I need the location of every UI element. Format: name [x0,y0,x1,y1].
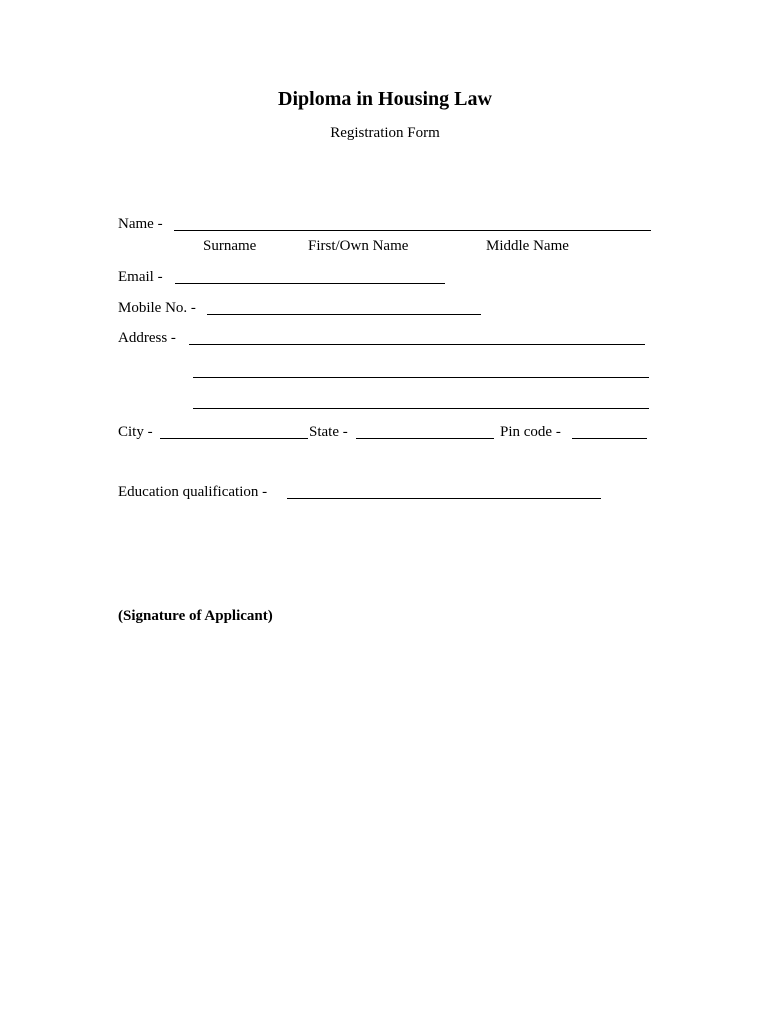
education-label: Education qualification - [118,484,268,500]
city-state-pin-row [118,424,658,444]
address-field-line-1[interactable] [189,344,645,345]
state-label: State - [309,424,348,440]
email-row [118,269,458,289]
name-label: Name - [118,216,163,232]
address-field-line-3[interactable] [193,408,649,409]
name-field[interactable] [174,230,651,231]
surname-sublabel: Surname [203,238,257,254]
document-title: Diploma in Housing Law [278,88,492,110]
mobile-row [118,300,488,320]
city-field[interactable] [160,438,308,439]
name-row [118,216,658,236]
education-field[interactable] [287,498,601,499]
state-field[interactable] [356,438,494,439]
city-label: City - [118,424,153,440]
address-row [118,330,658,350]
pincode-label: Pin code - [500,424,561,440]
email-label: Email - [118,269,163,285]
pincode-field[interactable] [572,438,647,439]
signature-label: (Signature of Applicant) [118,608,273,624]
mobile-field[interactable] [207,314,481,315]
address-label: Address - [118,330,176,346]
first-name-sublabel: First/Own Name [308,238,409,254]
document-subtitle: Registration Form [330,125,440,141]
email-field[interactable] [175,283,445,284]
address-field-line-2[interactable] [193,377,649,378]
education-row [118,484,608,504]
middle-name-sublabel: Middle Name [486,238,569,254]
mobile-label: Mobile No. - [118,300,196,316]
